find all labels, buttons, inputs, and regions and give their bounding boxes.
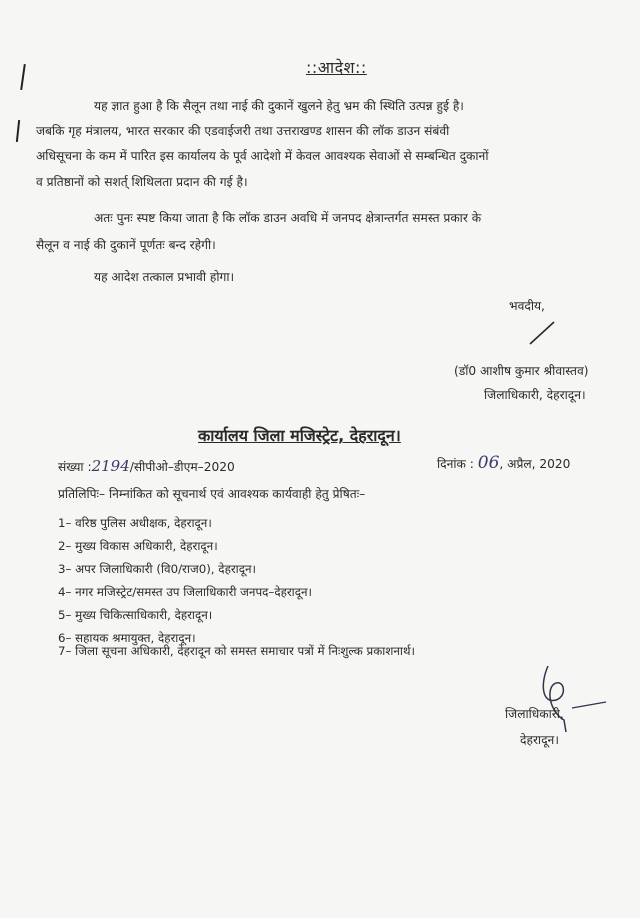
copy-to-item: 1– वरिष्ठ पुलिस अधीक्षक, देहरादून। — [58, 516, 212, 530]
footer-signatory-place: देहरादून। — [520, 733, 559, 747]
order-heading: ::आदेश:: — [306, 58, 367, 77]
paragraph-1-line-3: अधिसूचना के कम में पारित इस कार्यालय के पूर्व आदेशो में केवल आवश्यक सेवाओं से सम्बन्धित दुकानों — [36, 149, 489, 163]
reference-date-handwritten: 06 — [477, 453, 500, 473]
copy-to-item: 6– सहायक श्रमायुक्त, देहरादून। — [58, 631, 196, 645]
copy-to-item: 5– मुख्य चिकित्साधिकारी, देहरादून। — [58, 608, 213, 622]
paragraph-2-line-1: अतः पुनः स्पष्ट किया जाता है कि लॉक डाउन अवधि में जनपद क्षेत्रान्तर्गत समस्त प्रकार के — [94, 211, 482, 225]
paragraph-1-line-2: जबकि गृह मंत्रालय, भारत सरकार की एडवाईजरी तथा उत्तराखण्ड शासन की लॉक डाउन संबंवी — [36, 124, 450, 138]
copy-to-item: 3– अपर जिलाधिकारी (वि0/राज0), देहरादून। — [58, 562, 256, 576]
copy-to-item: 2– मुख्य विकास अधिकारी, देहरादून। — [58, 539, 218, 553]
copy-to-intro: प्रतिलिपिः– निम्नांकित को सूचनार्थ एवं आवश्यक कार्यवाही हेतु प्रेषितः– — [58, 487, 366, 501]
reference-date-label: दिनांक : — [437, 457, 474, 471]
paragraph-1-line-4: व प्रतिष्ठानों को सशर्त् शिथिलता प्रदान की गई है। — [36, 175, 248, 189]
footer-signatory-title: जिलाधिकारी, — [505, 707, 564, 721]
reference-number — [58, 455, 235, 479]
reference-number-handwritten: 2194 — [91, 457, 130, 475]
paragraph-1-line-1: यह ज्ञात हुआ है कि सैलून तथा नाई की दुकानें खुलने हेतु भ्रम की स्थिति उत्पन्न हुई है। — [94, 99, 464, 113]
reference-number-suffix: /सीपीओ–डीएम–2020 — [129, 460, 235, 474]
reference-date-suffix: , अप्रैल, 2020 — [499, 457, 571, 471]
paragraph-3: यह आदेश तत्काल प्रभावी होगा। — [94, 270, 235, 284]
signatory-title: जिलाधिकारी, देहरादून। — [484, 388, 586, 402]
reference-date — [437, 452, 570, 476]
closing: भवदीय, — [509, 299, 545, 313]
margin-mark — [20, 64, 26, 90]
signature-mark — [528, 318, 558, 348]
signatory-name: (डॉ0 आशीष कुमार श्रीवास्तव) — [454, 364, 589, 378]
copy-to-item: 7– जिला सूचना अधिकारी, देहरादून को समस्त समाचार पत्रों में निःशुल्क प्रकाशनार्थ। — [58, 644, 415, 658]
reference-number-label: संख्या : — [58, 460, 92, 474]
office-heading: कार्यालय जिला मजिस्ट्रेट, देहरादून। — [198, 426, 401, 445]
copy-to-item: 4– नगर मजिस्ट्रेट/समस्त उप जिलाधिकारी जनपद–देहरादून। — [58, 585, 313, 599]
margin-mark — [16, 120, 20, 142]
paragraph-2-line-2: सैलून व नाई की दुकानें पूर्णतः बन्द रहेगी। — [36, 238, 216, 252]
